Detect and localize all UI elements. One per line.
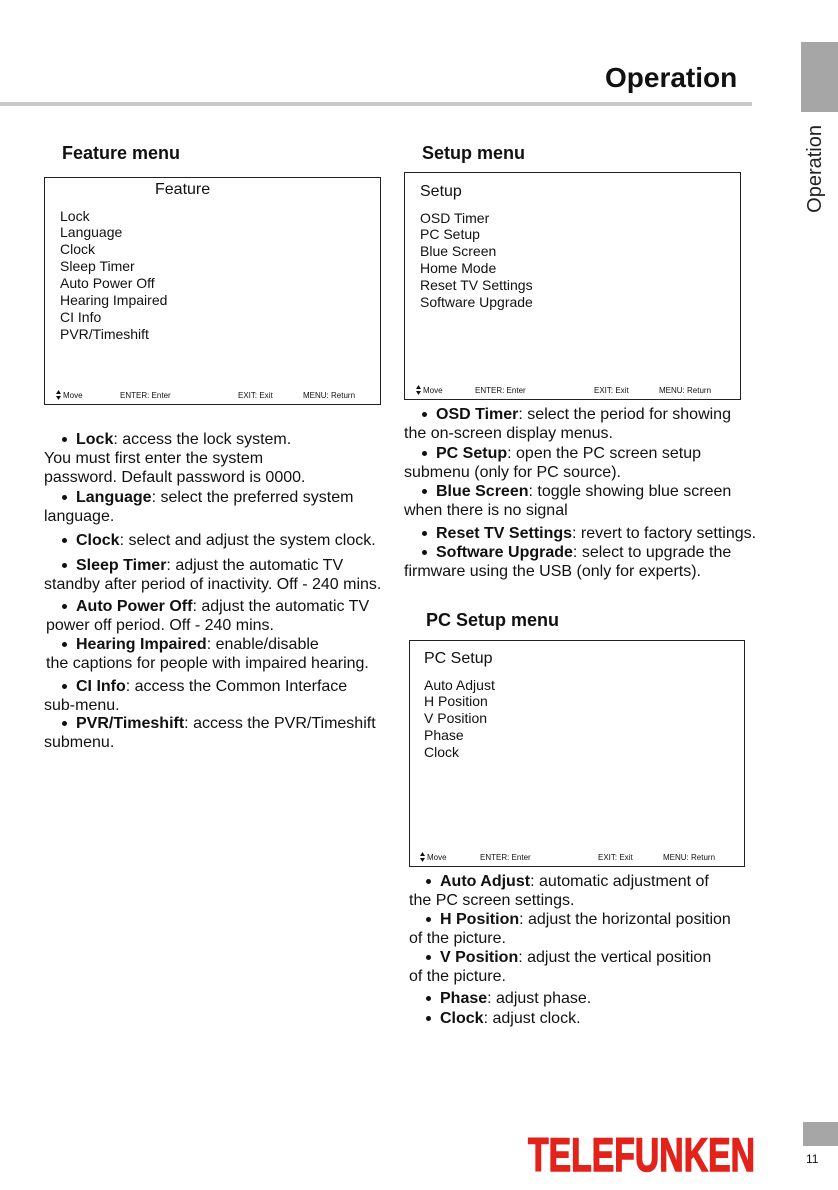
- pc-setup-menu-items: [424, 677, 495, 761]
- description-text: : revert to factory settings.: [572, 525, 757, 542]
- page-number-tab: [803, 1122, 838, 1146]
- description-first-line: [409, 1009, 581, 1028]
- description-line: when there is no signal: [404, 502, 568, 519]
- footer-menu-label: MENU: Return: [663, 853, 716, 862]
- menu-item-v-position: V Position: [424, 710, 488, 727]
- menu-item-h-position: H Position: [424, 693, 488, 710]
- feature-menu-box: [44, 177, 381, 405]
- bullet-icon: [426, 879, 431, 884]
- brand-logo-text: TELEFUNKEN: [528, 1133, 755, 1175]
- footer-enter-label: ENTER: Enter: [475, 386, 526, 395]
- reset-tv-settings-description: [404, 524, 756, 543]
- bullet-icon: [426, 1016, 431, 1021]
- description-line: sub-menu.: [44, 697, 120, 714]
- feature-menu-footer: [45, 391, 380, 401]
- setup-menu-title: Setup: [420, 183, 462, 200]
- bullet-icon: [62, 437, 67, 442]
- footer-exit-label: EXIT: Exit: [594, 386, 629, 395]
- description-first-line: [44, 597, 369, 616]
- description-first-line: [44, 531, 376, 550]
- menu-item-pc-setup: PC Setup: [420, 226, 480, 243]
- lock-description: [44, 430, 305, 487]
- setup-menu-heading: Setup menu: [422, 143, 526, 163]
- side-tab-label: Operation: [804, 125, 826, 213]
- description-line: the on-screen display menus.: [404, 425, 613, 442]
- description-term: Hearing Impaired: [76, 636, 207, 653]
- page-number: 11: [806, 1152, 819, 1166]
- description-term: Clock: [440, 1010, 484, 1027]
- menu-item-clock: Clock: [424, 743, 460, 760]
- menu-item-clock: Clock: [60, 241, 96, 258]
- description-text: : access the PVR/Timeshift: [184, 715, 376, 732]
- up-down-arrow-icon: [56, 390, 61, 400]
- description-first-line: [404, 444, 701, 463]
- description-text: : enable/disable: [206, 636, 319, 653]
- description-term: H Position: [440, 911, 520, 928]
- description-line: of the picture.: [409, 968, 506, 985]
- menu-item-auto-power-off: Auto Power Off: [60, 274, 155, 291]
- phase-description: [409, 989, 591, 1008]
- footer-move-label: Move: [423, 386, 443, 395]
- bullet-icon: [62, 538, 67, 543]
- setup-menu-box: [404, 172, 741, 400]
- description-term: PVR/Timeshift: [76, 715, 185, 732]
- bullet-icon: [422, 412, 427, 417]
- bullet-icon: [62, 495, 67, 500]
- menu-item-home-mode: Home Mode: [420, 260, 497, 277]
- footer-enter-label: ENTER: Enter: [480, 853, 531, 862]
- description-term: Lock: [76, 431, 114, 448]
- bullet-icon: [62, 684, 67, 689]
- description-text: : adjust the horizontal position: [519, 911, 731, 928]
- footer-move-label: Move: [427, 853, 447, 862]
- menu-item-blue-screen: Blue Screen: [420, 243, 497, 260]
- bullet-icon: [62, 604, 67, 609]
- pc-setup-description: [404, 444, 701, 482]
- description-first-line: [44, 635, 369, 654]
- description-term: CI Info: [76, 678, 126, 695]
- description-first-line: [409, 872, 709, 891]
- description-first-line: [44, 430, 305, 449]
- bullet-icon: [62, 642, 67, 647]
- description-text: : select to upgrade the: [572, 544, 732, 561]
- page-title: Operation: [605, 62, 738, 93]
- description-text: : select the period for showing: [518, 406, 731, 423]
- description-first-line: [404, 524, 756, 543]
- description-term: OSD Timer: [436, 406, 519, 423]
- description-term: Phase: [440, 990, 488, 1007]
- blue-screen-description: [404, 482, 731, 520]
- sleep-timer-description: [44, 556, 381, 594]
- description-term: V Position: [440, 949, 519, 966]
- description-text: : select the preferred system: [151, 489, 354, 506]
- up-down-arrow-icon: [420, 852, 425, 862]
- bullet-icon: [422, 451, 427, 456]
- pc-setup-menu-heading: PC Setup menu: [426, 610, 560, 630]
- setup-menu-items: [420, 210, 533, 311]
- description-text: : access the lock system.: [113, 431, 292, 448]
- description-first-line: [404, 482, 731, 501]
- ci-info-description: [44, 677, 347, 715]
- menu-item-pvr-timeshift: PVR/Timeshift: [60, 325, 149, 342]
- description-line: the captions for people with impaired hearing.: [46, 655, 369, 672]
- description-first-line: [44, 488, 353, 507]
- description-first-line: [409, 948, 711, 967]
- menu-item-phase: Phase: [424, 727, 464, 744]
- description-text: : select and adjust the system clock.: [119, 532, 376, 549]
- auto-adjust-description: [409, 872, 709, 910]
- description-text: : adjust the automatic TV: [166, 557, 344, 574]
- description-line: submenu.: [44, 734, 115, 751]
- menu-item-language: Language: [60, 224, 123, 241]
- pc-setup-menu-box: [409, 640, 745, 867]
- bullet-icon: [62, 563, 67, 568]
- footer-menu-label: MENU: Return: [303, 391, 356, 400]
- menu-item-auto-adjust: Auto Adjust: [424, 676, 495, 693]
- description-term: Reset TV Settings: [436, 525, 573, 542]
- bullet-icon: [422, 550, 427, 555]
- header-divider: [0, 102, 752, 106]
- description-line: language.: [44, 508, 115, 525]
- footer-exit-label: EXIT: Exit: [598, 853, 633, 862]
- description-first-line: [409, 910, 731, 929]
- software-upgrade-description: [404, 543, 731, 581]
- telefunken-logo: [526, 1133, 758, 1175]
- description-first-line: [404, 543, 731, 562]
- menu-item-osd-timer: OSD Timer: [420, 209, 490, 226]
- feature-menu-items: [60, 208, 167, 343]
- menu-item-software-upgrade: Software Upgrade: [420, 293, 533, 310]
- menu-item-sleep-timer: Sleep Timer: [60, 258, 135, 275]
- description-line: password. Default password is 0000.: [44, 469, 306, 486]
- description-term: Clock: [76, 532, 120, 549]
- footer-enter-label: ENTER: Enter: [120, 391, 171, 400]
- footer-menu-label: MENU: Return: [659, 386, 712, 395]
- description-text: : open the PC screen setup: [507, 445, 702, 462]
- menu-item-ci-info: CI Info: [60, 308, 102, 325]
- description-term: Sleep Timer: [76, 557, 167, 574]
- footer-move-label: Move: [63, 391, 83, 400]
- description-term: Auto Adjust: [440, 873, 531, 890]
- description-text: : adjust phase.: [487, 990, 592, 1007]
- bullet-icon: [426, 955, 431, 960]
- up-down-arrow-icon: [416, 385, 421, 395]
- description-first-line: [409, 989, 591, 1008]
- description-term: Auto Power Off: [76, 598, 193, 615]
- clock-description: [44, 531, 376, 550]
- description-term: PC Setup: [436, 445, 508, 462]
- description-line: standby after period of inactivity. Off - 240 mins.: [44, 576, 382, 593]
- footer-exit-label: EXIT: Exit: [238, 391, 273, 400]
- bullet-icon: [426, 917, 431, 922]
- v-position-description: [409, 948, 711, 986]
- menu-item-lock: Lock: [60, 207, 90, 224]
- bullet-icon: [422, 489, 427, 494]
- h-position-description: [409, 910, 731, 948]
- description-first-line: [404, 405, 731, 424]
- description-line: power off period. Off - 240 mins.: [46, 617, 274, 634]
- description-line: the PC screen settings.: [409, 892, 575, 909]
- description-term: Language: [76, 489, 152, 506]
- auto-power-off-description: [44, 597, 369, 635]
- osd-timer-description: [404, 405, 731, 443]
- description-term: Blue Screen: [436, 483, 529, 500]
- description-line: firmware using the USB (only for experts).: [404, 563, 701, 580]
- menu-item-reset-tv-settings: Reset TV Settings: [420, 276, 533, 293]
- hearing-impaired-description: [44, 635, 369, 673]
- pc-setup-menu-title: PC Setup: [424, 650, 493, 667]
- pvr-timeshift-description: [44, 714, 376, 752]
- description-text: : adjust the vertical position: [518, 949, 712, 966]
- side-tab: [801, 42, 838, 112]
- description-line: of the picture.: [409, 930, 506, 947]
- description-text: : automatic adjustment of: [530, 873, 709, 890]
- clock-description: [409, 1009, 581, 1028]
- description-first-line: [44, 714, 376, 733]
- description-first-line: [44, 677, 347, 696]
- feature-menu-heading: Feature menu: [62, 143, 181, 163]
- pc-setup-menu-footer: [410, 853, 744, 863]
- description-line: submenu (only for PC source).: [404, 464, 621, 481]
- description-text: : toggle showing blue screen: [528, 483, 732, 500]
- menu-item-hearing-impaired: Hearing Impaired: [60, 291, 168, 308]
- description-text: : adjust clock.: [483, 1010, 581, 1027]
- bullet-icon: [62, 721, 67, 726]
- description-text: : access the Common Interface: [125, 678, 348, 695]
- bullet-icon: [426, 996, 431, 1001]
- bullet-icon: [422, 531, 427, 536]
- setup-menu-footer: [405, 386, 740, 396]
- description-line: You must first enter the system: [44, 450, 264, 467]
- description-first-line: [44, 556, 381, 575]
- description-term: Software Upgrade: [436, 544, 573, 561]
- language-description: [44, 488, 353, 526]
- description-text: : adjust the automatic TV: [192, 598, 370, 615]
- feature-menu-title: Feature: [155, 181, 211, 198]
